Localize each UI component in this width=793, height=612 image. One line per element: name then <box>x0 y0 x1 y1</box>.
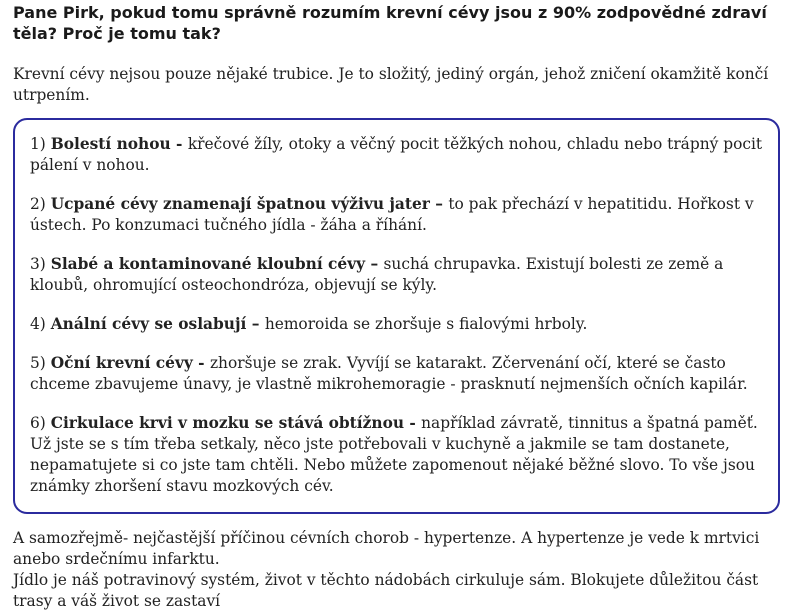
item-text: například závratě, tinnitus a špatná paměť. Už jste se s tím třeba setkaly, něco jste potřebovali v kuchyně a jakmile se tam dostanete, nepamatujete si co jste tam chtěli. Nebo můžete zapomenout nějaké běžné slovo. To vše jsou známky zhoršení stavu mozkových cév. <box>30 414 758 495</box>
item-number: 5) <box>30 354 51 372</box>
item-text: zhoršuje se zrak. Vyvíjí se katarakt. Zčervenání očí, které se často chceme zbavujeme únavy, je vlastně mikrohemoragie - prasknutí nejmenších očních kapilár. <box>30 354 748 393</box>
list-item <box>30 134 763 176</box>
article <box>13 2 783 612</box>
item-separator: - <box>192 354 210 372</box>
list-item <box>30 353 763 395</box>
item-heading: Ucpané cévy znamenají špatnou výživu jater <box>50 195 430 213</box>
item-heading: Anální cévy se oslabují <box>50 315 247 333</box>
list-item <box>30 254 763 296</box>
item-text: to pak přechází v hepatitidu. Hořkost v ústech. Po konzumaci tučného jídla - žáha a říhání. <box>30 195 754 234</box>
question-heading: Pane Pirk, pokud tomu správně rozumím krevní cévy jsou z 90% zodpovědné zdraví těla? Proč je tomu tak? <box>13 3 767 43</box>
item-text: křečové žíly, otoky a věčný pocit těžkých nohou, chladu nebo trápný pocit pálení v nohou. <box>30 135 763 174</box>
outro-paragraph: A samozřejmě- nejčastější příčinou cévních chorob - hypertenze. A hypertenze je vede k mrtvici anebo srdečnímu infarktu. <box>13 529 760 568</box>
outro-section <box>13 528 778 612</box>
item-separator: – <box>365 255 384 273</box>
list-item <box>30 413 763 497</box>
symptoms-box <box>13 118 780 514</box>
item-number: 6) <box>30 414 51 432</box>
item-heading: Slabé a kontaminované kloubní cévy <box>50 255 366 273</box>
intro-paragraph: Krevní cévy nejsou pouze nějaké trubice. Je to složitý, jediný orgán, jehož zničení okamžitě končí utrpením. <box>13 65 769 104</box>
outro-paragraph: Jídlo je náš potravinový systém, život v těchto nádobách cirkuluje sám. Blokujete důležitou část trasy a váš život se zastaví <box>13 571 759 610</box>
item-number: 1) <box>30 135 51 153</box>
item-text: suchá chrupavka. Existují bolesti ze země a kloubů, ohromující osteochondróza, objevují se kýly. <box>30 255 724 294</box>
item-separator: – <box>246 315 265 333</box>
item-heading: Oční krevní cévy <box>50 354 193 372</box>
item-number: 3) <box>30 255 51 273</box>
item-separator: - <box>404 414 422 432</box>
item-number: 2) <box>30 195 51 213</box>
item-heading: Cirkulace krvi v mozku se stává obtížnou <box>50 414 405 432</box>
item-text: hemoroida se zhoršuje s fialovými hrboly. <box>264 315 588 333</box>
item-number: 4) <box>30 315 51 333</box>
item-heading: Bolestí nohou <box>50 135 171 153</box>
item-separator: – <box>429 195 449 213</box>
list-item <box>30 194 763 236</box>
list-item <box>30 314 763 335</box>
item-separator: - <box>170 135 188 153</box>
